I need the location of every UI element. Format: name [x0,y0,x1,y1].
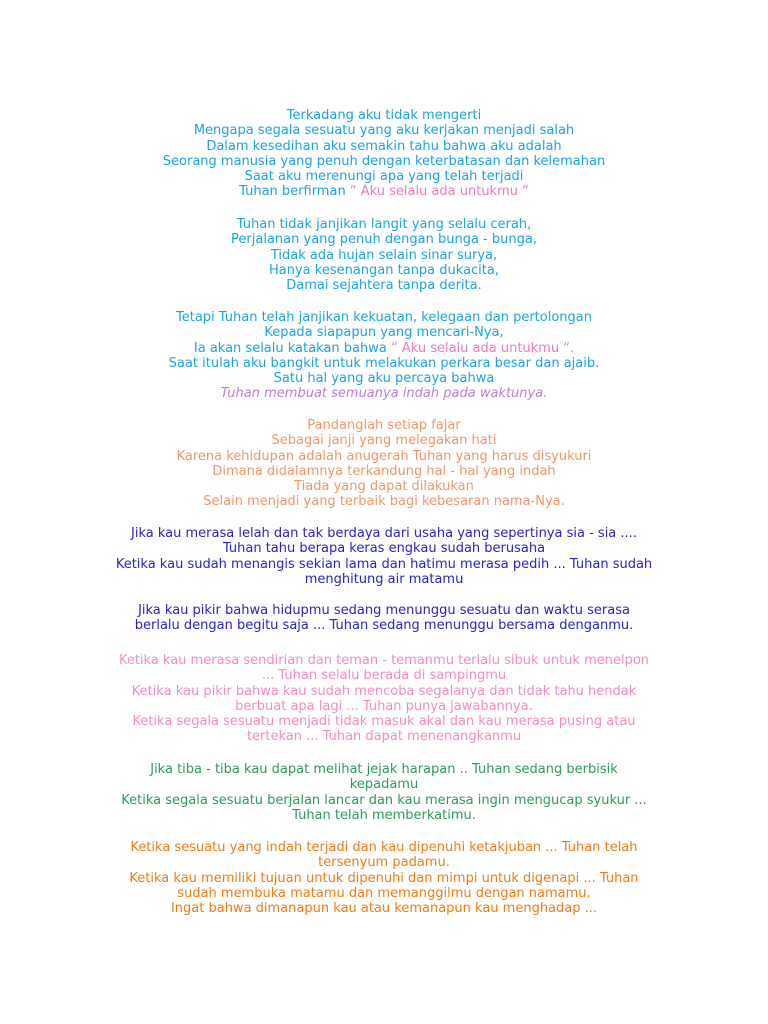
poem-line: tersenyum padamu. [318,855,450,871]
poem-line [84,184,684,199]
poem-line: Mengapa segala sesuatu yang aku kerjakan menjadi salah [193,123,575,139]
poem-line: Hanya kesenangan tanpa dukacita, [268,262,499,278]
poem-line: Tidak ada hujan selain sinar surya, [270,247,498,263]
poem-line: ... Tuhan selalu berada di sampingmu [261,668,507,684]
poem-line: Tuhan telah memberkatimu. [292,807,476,823]
poem-line: Tuhan tidak janjikan langit yang selalu cerah, [236,217,532,232]
poem-line: Ketika kau sudah menangis sekian lama dan hatimu merasa pedih ... Tuhan sudah [115,556,653,572]
poem-line: Perjalanan yang penuh dengan bunga - bunga, [231,232,537,248]
stanza-1 [84,108,684,200]
poem-line: Satu hal yang aku percaya bahwa [273,371,495,387]
poem-line: Tiada yang dapat dilakukan [294,479,474,495]
poem-line: Ingat bahwa dimanapun kau atau kemanapun kau menghadap ... [170,901,598,917]
poem-line: tertekan ... Tuhan dapat menenangkanmu [246,729,522,745]
poem-line: Ketika kau pikir bahwa kau sudah mencoba segalanya dan tidak tahu hendak [131,683,637,699]
stanza-7 [84,653,684,745]
poem-line: Jika kau pikir bahwa hidupmu sedang menunggu sesuatu dan waktu serasa [138,603,630,618]
poem-line: Ketika sesuatu yang indah terjadi dan kau dipenuhi ketakjuban ... Tuhan telah [130,840,638,855]
poem-line: Sebagai janji yang melegakan hati [271,433,497,449]
poem-line: Tuhan tahu berapa keras engkau sudah berusaha [222,541,546,557]
poem-line: Jika kau merasa lelah dan tak berdaya dari usaha yang sepertinya sia - sia .... [131,526,637,541]
poem-line: Ketika segala sesuatu berjalan lancar dan kau merasa ingin mengucap syukur ... [121,792,647,808]
poem-line: Ketika kau memiliki tujuan untuk dipenuhi dan mimpi untuk digenapi ... Tuhan [129,870,639,886]
poem-line: Dalam kesedihan aku semakin tahu bahwa aku adalah [206,138,562,154]
poem-line: Terkadang aku tidak mengerti [286,108,482,123]
poem-line: Damai sejahtera tanpa derita. [286,278,482,294]
poem-line: Selain menjadi yang terbaik bagi kebesaran nama-Nya. [203,494,565,510]
poem-line: berbuat apa lagi ... Tuhan punya jawabannya. [235,698,533,714]
poem-line: Ketika kau merasa sendirian dan teman - temanmu terlalu sibuk untuk menelpon [118,653,650,668]
poem-line: Jika tiba - tiba kau dapat melihat jejak harapan .. Tuhan sedang berbisik [150,762,618,777]
poem-line [84,341,684,356]
poem-line: Kepada siapapun yang mencari-Nya, [264,325,504,341]
stanza-5 [84,526,684,587]
poem-line: Tetapi Tuhan telah janjikan kekuatan, kelegaan dan pertolongan [176,310,592,325]
stanza-3 [84,310,684,402]
poem-line: sudah membuka matamu dan memanggilmu dengan namamu. [177,885,591,901]
poem-line: Saat aku merenungi apa yang telah terjadi [244,169,524,185]
poem-line: Pandanglah setiap fajar [307,418,461,433]
poem-quote: “ Aku selalu ada untukmu “ [349,184,529,200]
poem-line-italic: Tuhan membuat semuanya indah pada waktunya. [220,386,548,402]
poem-line: Seorang manusia yang penuh dengan keterbatasan dan kelemahan [162,153,606,169]
poem-line: Dimana didalamnya terkandung hal - hal yang indah [212,463,556,479]
stanza-6 [84,603,684,634]
stanza-2 [84,217,684,293]
poem-line: kepadamu [349,777,419,793]
poem-line: Saat itulah aku bangkit untuk melakukan perkara besar dan ajaib. [168,355,600,371]
poem-quote: “ Aku selalu ada untukmu “. [390,340,575,356]
poem-line-prefix: Tuhan berfirman [239,184,346,200]
stanza-8 [84,762,684,823]
poem-line-prefix: Ia akan selalu katakan bahwa [193,340,387,356]
stanza-9 [84,840,684,916]
poem-line: menghitung air matamu [304,571,464,587]
stanza-4 [84,418,684,510]
poem-line: Karena kehidupan adalah anugerah Tuhan yang harus disyukuri [176,448,592,464]
poem-line: Ketika segala sesuatu menjadi tidak masuk akal dan kau merasa pusing atau [132,714,636,730]
poem-line: berlalu dengan begitu saja ... Tuhan sedang menunggu bersama denganmu. [134,618,634,634]
